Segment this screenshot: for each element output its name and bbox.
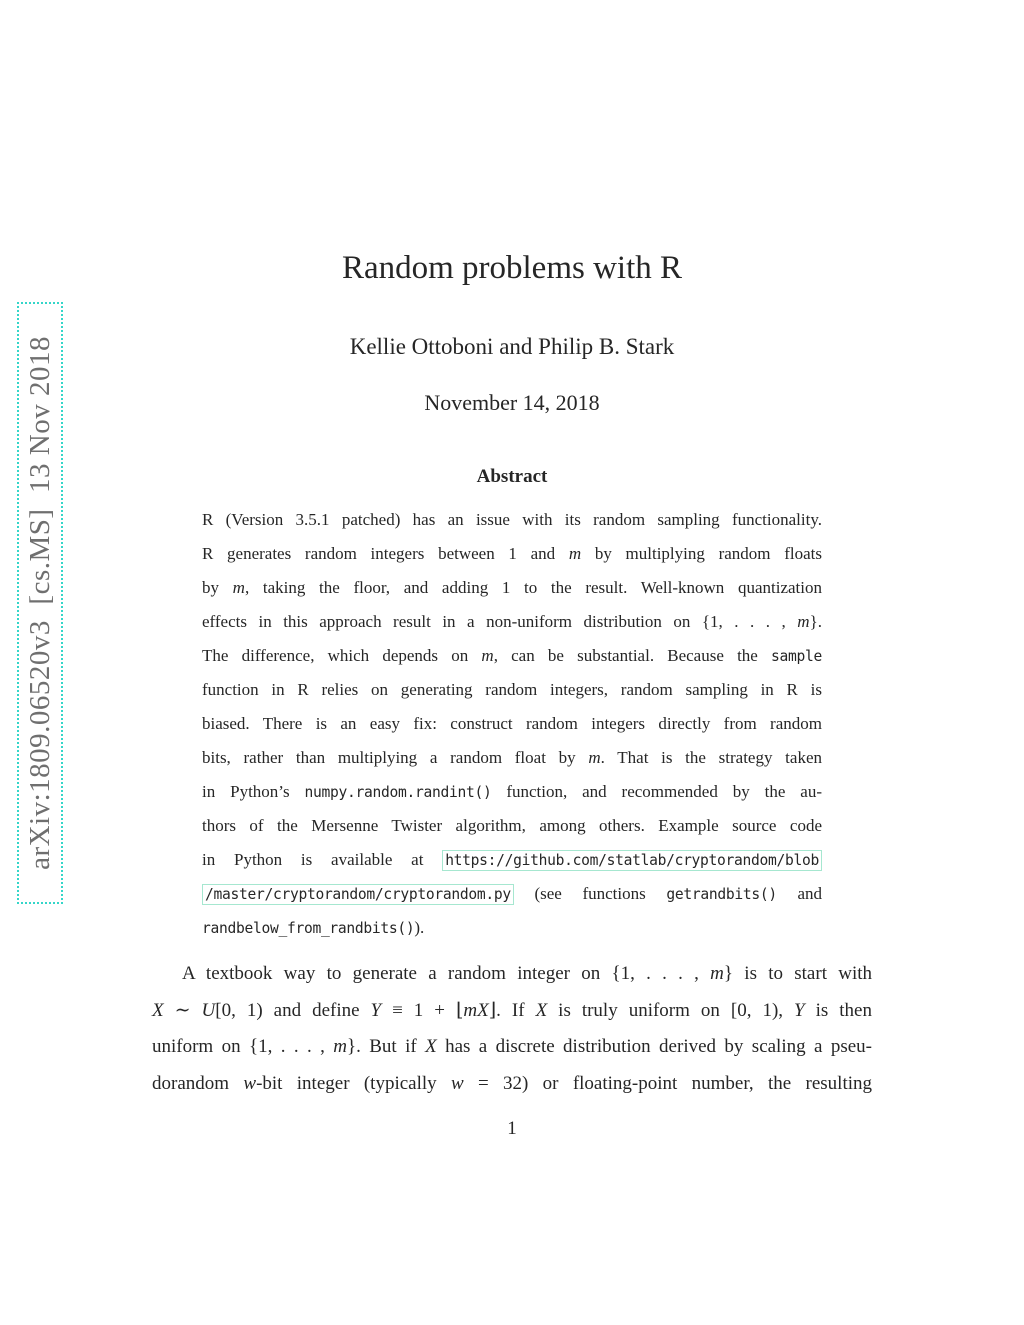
body-text: R (Version 3.5.1 patched) has an issue with its random sampling functionality. xyxy=(202,510,822,529)
math-text: X xyxy=(535,999,548,1021)
text-line xyxy=(152,1066,872,1103)
body-text: (see functions xyxy=(513,884,667,903)
body-text: biased. There is an easy fix: construct random integers directly from random xyxy=(202,714,822,733)
text-line xyxy=(152,993,872,1030)
math-text: mX xyxy=(463,999,489,1021)
text-line xyxy=(202,503,822,537)
body-text: A textbook way to generate a random integer on {1, . . . , xyxy=(182,963,711,984)
body-text: in Python’s xyxy=(202,782,305,801)
abstract-body xyxy=(202,503,822,945)
code-text: getrandbits() xyxy=(666,886,777,903)
body-text: by multiplying random floats xyxy=(581,544,822,563)
code-text: sample xyxy=(771,648,822,665)
text-line xyxy=(202,537,822,571)
url-link[interactable]: https://github.com/statlab/cryptorandom/blob xyxy=(442,850,822,871)
text-line xyxy=(152,956,872,993)
text-line xyxy=(202,843,822,877)
text-line xyxy=(202,741,822,775)
body-text: . That is the strategy taken xyxy=(600,748,822,767)
body-text: , can be substantial. Because the xyxy=(493,646,772,665)
body-text: -bit integer (typically xyxy=(256,1072,451,1094)
body-text: , taking the floor, and adding 1 to the result. Well-known quantization xyxy=(244,578,822,597)
code-text: randbelow_from_randbits() xyxy=(202,920,415,937)
text-line xyxy=(202,673,822,707)
body-text: uniform on {1, . . . , xyxy=(152,1036,334,1057)
code-text: numpy.random.randint() xyxy=(304,784,492,801)
text-line xyxy=(202,571,822,605)
math-text: m xyxy=(568,544,582,563)
body-text: dorandom xyxy=(152,1072,244,1094)
math-text: m xyxy=(588,748,601,767)
body-text: effects in this approach result in a non-uniform distribution on {1, . . . , xyxy=(202,612,798,631)
arxiv-watermark-link[interactable]: arXiv:1809.06520v3 [cs.MS] 13 Nov 2018 xyxy=(23,336,56,870)
body-text: ⌋. If xyxy=(488,999,536,1021)
math-text: w xyxy=(243,1072,257,1094)
body-text: function, and recommended by the au- xyxy=(491,782,822,801)
abstract-heading: Abstract xyxy=(476,466,548,487)
body-text: = 32) or floating-point number, the resulting xyxy=(463,1072,873,1094)
text-line xyxy=(202,809,822,843)
paper-authors: Kellie Ottoboni and Philip B. Stark xyxy=(349,334,675,359)
text-line xyxy=(202,605,822,639)
body-text: thors of the Mersenne Twister algorithm, among others. Example source code xyxy=(202,816,822,835)
body-text: [0, 1) and define xyxy=(215,999,371,1021)
body-text: ). xyxy=(414,918,425,937)
math-text: X xyxy=(425,1036,437,1057)
body-text: ≡ 1 + ⌊ xyxy=(381,999,464,1021)
paper-title: Random problems with R xyxy=(341,250,683,286)
text-line xyxy=(202,911,822,945)
body-text: R generates random integers between 1 and xyxy=(202,544,569,563)
body-text: function in R relies on generating random integers, random sampling in R is xyxy=(202,680,822,699)
math-text: U xyxy=(201,999,216,1021)
body-text: The difference, which depends on xyxy=(202,646,482,665)
body-text: has a discrete distribution derived by scaling a pseu- xyxy=(436,1036,872,1057)
body-text: ∼ xyxy=(163,999,202,1021)
text-line xyxy=(202,775,822,809)
math-text: w xyxy=(450,1072,464,1094)
math-text: m xyxy=(710,963,724,984)
body-text: and xyxy=(776,884,823,903)
body-text: bits, rather than multiplying a random float by xyxy=(202,748,589,767)
math-text: m xyxy=(797,612,810,631)
text-line xyxy=(202,639,822,673)
body-text: is then xyxy=(804,999,872,1021)
body-text: in Python is available at xyxy=(202,850,443,869)
math-text: m xyxy=(333,1036,347,1057)
body-paragraph xyxy=(152,956,872,1102)
text-line xyxy=(202,877,822,911)
math-text: X xyxy=(152,999,164,1021)
math-text: m xyxy=(232,578,245,597)
math-text: Y xyxy=(370,999,382,1021)
math-text: Y xyxy=(794,999,805,1021)
body-text: }. But if xyxy=(347,1036,426,1057)
text-line xyxy=(152,1029,872,1066)
url-link[interactable]: /master/cryptorandom/cryptorandom.py xyxy=(202,884,514,905)
paper-date: November 14, 2018 xyxy=(424,390,600,415)
page-number: 1 xyxy=(507,1118,517,1139)
body-text: by xyxy=(202,578,233,597)
body-text: is truly uniform on [0, 1), xyxy=(547,999,795,1021)
text-line xyxy=(202,707,822,741)
body-text: } is to start with xyxy=(723,963,873,984)
body-text: }. xyxy=(809,612,822,631)
math-text: m xyxy=(481,646,494,665)
